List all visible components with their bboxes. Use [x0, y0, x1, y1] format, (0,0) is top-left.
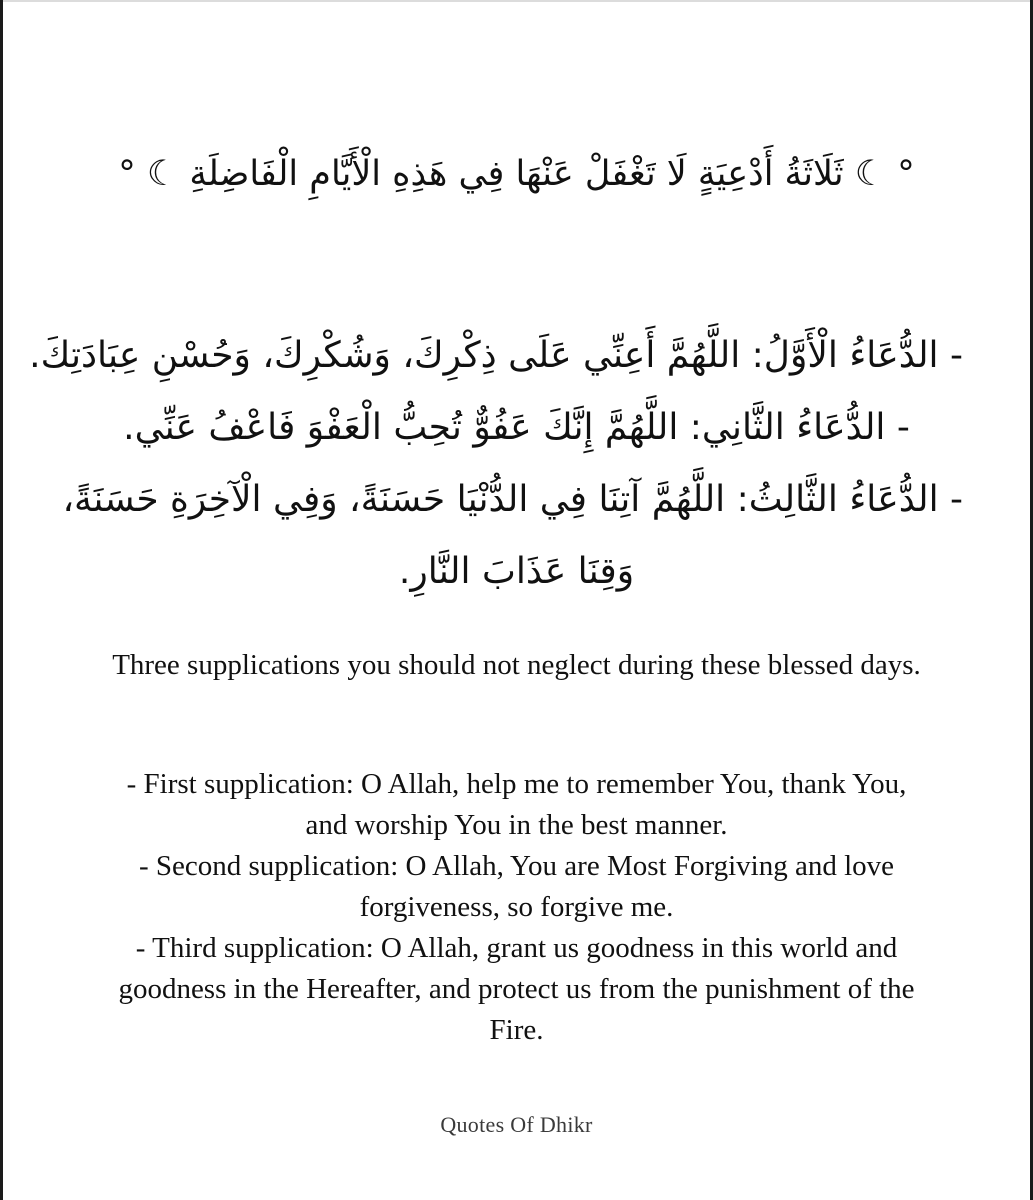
footer-credit: Quotes Of Dhikr	[440, 1112, 593, 1137]
english-intro: Three supplications you should not neglect during these blessed days.	[112, 649, 921, 681]
english-supplications	[110, 764, 923, 1051]
arabic-supplications	[29, 320, 963, 608]
english-item-first: - First supplication: O Allah, help me to remember You, thank You, and worship You in the best manner.	[126, 768, 907, 841]
left-border	[0, 0, 3, 1200]
arabic-title: ° ☾ ثَلَاثَةُ أَدْعِيَةٍ لَا تَغْفَلْ عَنْهَا فِي هَذِهِ الْأَيَّامِ الْفَاضِلَةِ ☾ °	[118, 154, 915, 194]
arabic-line-second: - الدُّعَاءُ الثَّانِي: اللَّهُمَّ إِنَّكَ عَفُوٌّ تُحِبُّ الْعَفْوَ فَاعْفُ عَنِّي.	[123, 407, 910, 448]
english-item-third: - Third supplication: O Allah, grant us goodness in this world and goodness in the Hereafter, and protect us from the punishment of the Fire.	[118, 932, 915, 1046]
arabic-line-third: - الدُّعَاءُ الثَّالِثُ: اللَّهُمَّ آتِنَا فِي الدُّنْيَا حَسَنَةً، وَفِي الْآخِرَةِ حَسَنَةً،	[62, 479, 963, 520]
arabic-line-first: - الدُّعَاءُ الْأَوَّلُ: اللَّهُمَّ أَعِنِّي عَلَى ذِكْرِكَ، وَشُكْرِكَ، وَحُسْنِ عِبَادَتِكَ.	[29, 335, 963, 376]
top-divider	[0, 0, 1033, 2]
arabic-line-third-continued: وَقِنَا عَذَابَ النَّارِ.	[398, 551, 635, 592]
english-item-second: - Second supplication: O Allah, You are Most Forgiving and love forgiveness, so forgive me.	[138, 850, 895, 923]
